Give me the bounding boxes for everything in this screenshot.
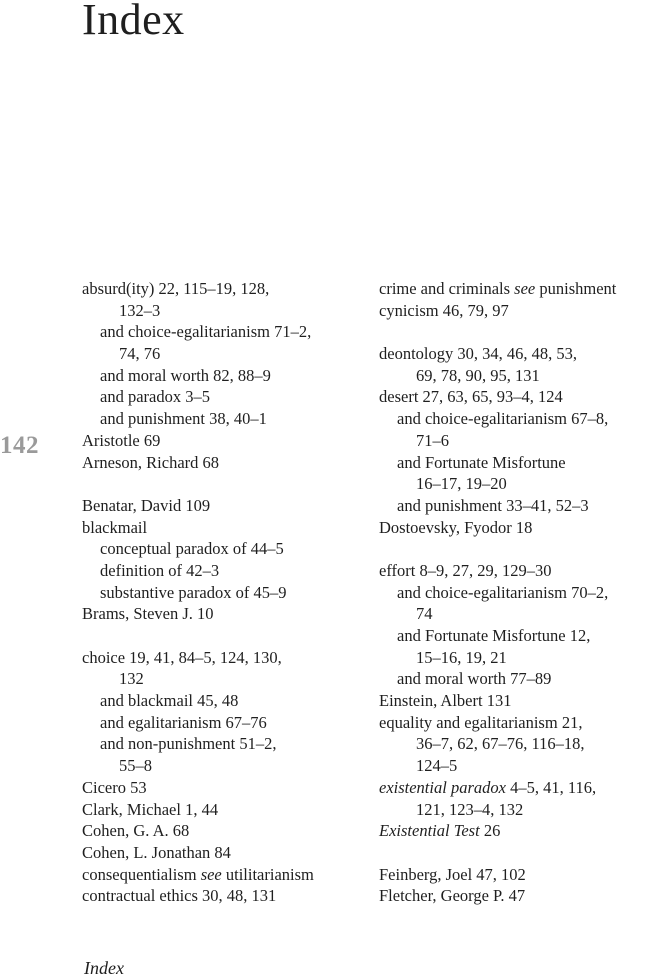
entry-text: consequentialism bbox=[82, 864, 201, 884]
index-subentry: and moral worth 82, 88–9 bbox=[100, 365, 271, 385]
index-subentry: and blackmail 45, 48 bbox=[100, 691, 239, 711]
index-entry: desert 27, 63, 65, 93–4, 124 bbox=[379, 387, 563, 407]
index-subentry: 16–17, 19–20 bbox=[416, 474, 507, 494]
entry-italic-text: existential paradox bbox=[379, 777, 506, 797]
index-entry: cynicism 46, 79, 97 bbox=[379, 300, 509, 320]
index-entry: Cicero 53 bbox=[82, 777, 147, 797]
index-spacer bbox=[379, 538, 650, 560]
index-subentry: 74, 76 bbox=[119, 344, 161, 364]
page-number: 142 bbox=[0, 432, 39, 459]
index-entry: Brams, Steven J. 10 bbox=[82, 604, 214, 624]
index-subentry: and choice-egalitarianism 67–8, bbox=[397, 409, 609, 429]
index-entry: Cohen, L. Jonathan 84 bbox=[82, 842, 231, 862]
index-entry: deontology 30, 34, 46, 48, 53, bbox=[379, 344, 577, 364]
index-entry bbox=[379, 820, 650, 842]
index-subentry: 15–16, 19, 21 bbox=[416, 647, 507, 667]
index-subentry: 71–6 bbox=[416, 430, 449, 450]
index-subentry: 74 bbox=[416, 604, 433, 624]
index-entry bbox=[82, 864, 372, 886]
index-subentry: 124–5 bbox=[416, 756, 458, 776]
index-spacer bbox=[82, 473, 372, 495]
index-subentry: 55–8 bbox=[119, 756, 152, 776]
index-entry bbox=[379, 777, 650, 799]
index-entry: contractual ethics 30, 48, 131 bbox=[82, 886, 277, 906]
index-subentry: 121, 123–4, 132 bbox=[416, 799, 524, 819]
index-entry: Feinberg, Joel 47, 102 bbox=[379, 864, 526, 884]
entry-text: 4–5, 41, 116, bbox=[505, 777, 597, 797]
index-entry: Arneson, Richard 68 bbox=[82, 452, 220, 472]
index-subentry: 132–3 bbox=[119, 300, 161, 320]
index-subentry: 69, 78, 90, 95, 131 bbox=[416, 365, 540, 385]
index-entry: effort 8–9, 27, 29, 129–30 bbox=[379, 560, 552, 580]
index-subentry: and non-punishment 51–2, bbox=[100, 734, 277, 754]
index-subentry: and egalitarianism 67–76 bbox=[100, 712, 267, 732]
entry-text: utilitarianism bbox=[221, 864, 314, 884]
index-subentry: and punishment 33–41, 52–3 bbox=[397, 495, 589, 515]
index-column-right bbox=[379, 278, 650, 907]
index-subentry: and paradox 3–5 bbox=[100, 387, 210, 407]
index-spacer bbox=[82, 625, 372, 647]
entry-italic-text: Existential Test bbox=[379, 821, 480, 841]
index-spacer bbox=[379, 842, 650, 864]
index-entry: absurd(ity) 22, 115–19, 128, bbox=[82, 279, 270, 298]
entry-text: 26 bbox=[479, 821, 501, 841]
running-footer: Index bbox=[84, 958, 124, 978]
entry-italic-text: see bbox=[514, 279, 536, 298]
index-entry: blackmail bbox=[82, 517, 148, 537]
index-subentry: substantive paradox of 45–9 bbox=[100, 582, 287, 602]
index-column-left bbox=[82, 278, 372, 907]
index-entry: Dostoevsky, Fyodor 18 bbox=[379, 517, 533, 537]
entry-italic-text: see bbox=[200, 864, 222, 884]
index-entry: choice 19, 41, 84–5, 124, 130, bbox=[82, 647, 282, 667]
index-entry: Benatar, David 109 bbox=[82, 495, 211, 515]
index-subentry: and choice-egalitarianism 71–2, bbox=[100, 322, 312, 342]
index-subentry: and moral worth 77–89 bbox=[397, 669, 552, 689]
index-entry bbox=[379, 278, 650, 300]
index-entry: Fletcher, George P. 47 bbox=[379, 886, 526, 906]
index-entry: Aristotle 69 bbox=[82, 430, 161, 450]
index-subentry: 132 bbox=[119, 669, 144, 689]
index-entry: Clark, Michael 1, 44 bbox=[82, 799, 219, 819]
index-subentry: and Fortunate Misfortune bbox=[397, 452, 566, 472]
index-subentry: 36–7, 62, 67–76, 116–18, bbox=[416, 734, 585, 754]
index-subentry: definition of 42–3 bbox=[100, 560, 220, 580]
index-spacer bbox=[379, 321, 650, 343]
index-subentry: and punishment 38, 40–1 bbox=[100, 409, 267, 429]
index-entry: Einstein, Albert 131 bbox=[379, 691, 512, 711]
index-entry: equality and egalitarianism 21, bbox=[379, 712, 583, 732]
index-entry: Cohen, G. A. 68 bbox=[82, 821, 190, 841]
entry-text: crime and criminals bbox=[379, 279, 515, 298]
page-title: Index bbox=[82, 0, 185, 44]
index-subentry: conceptual paradox of 44–5 bbox=[100, 539, 284, 559]
index-subentry: and Fortunate Misfortune 12, bbox=[397, 626, 591, 645]
index-subentry: and choice-egalitarianism 70–2, bbox=[397, 582, 609, 602]
entry-text: punishment bbox=[535, 279, 617, 298]
